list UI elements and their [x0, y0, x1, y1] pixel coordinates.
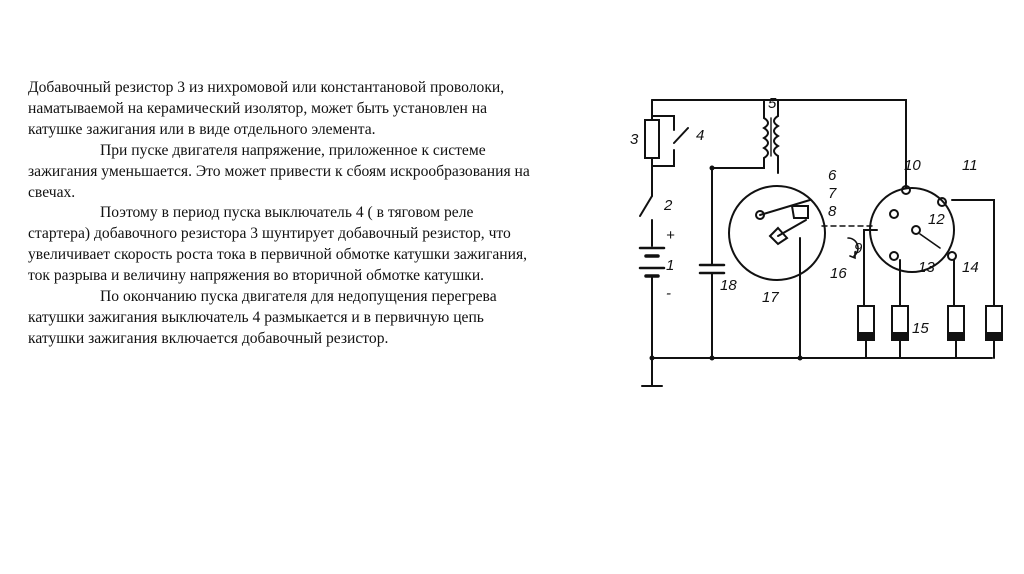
wire-coil-to-breaker: [712, 158, 764, 263]
junction-1: [710, 166, 715, 171]
plug-lead-4: [952, 200, 994, 306]
label-5: 5: [768, 95, 777, 112]
junction-2: [710, 356, 715, 361]
plug-lead-1: [864, 230, 877, 306]
switch-4-blade: [674, 128, 688, 143]
distributor-terminal-a: [890, 210, 898, 218]
switch-2-blade: [640, 196, 652, 216]
breaker-contact-7: [792, 206, 808, 218]
coil-primary: [764, 118, 768, 158]
label-1: 1: [666, 257, 675, 274]
spark-plug-3-base: [948, 332, 964, 340]
label-6: 6: [828, 167, 837, 184]
label-15: 15: [912, 320, 929, 337]
spark-plug-1-base: [858, 332, 874, 340]
label-14: 14: [962, 259, 979, 276]
junction-4: [650, 356, 655, 361]
text-block: [28, 78, 533, 350]
label-8: 8: [828, 203, 837, 220]
wire-coil-to-distributor: [778, 100, 906, 188]
ignition-schematic-svg: [622, 88, 1012, 398]
distributor-terminal-14: [948, 252, 956, 260]
label-11: 11: [962, 157, 978, 174]
label-2: 2: [664, 197, 673, 214]
label-7: 7: [828, 185, 837, 202]
spark-plug-4-base: [986, 332, 1002, 340]
label-minus: -: [666, 285, 671, 302]
distributor-terminal-b: [890, 252, 898, 260]
label-4: 4: [696, 127, 705, 144]
label-17: 17: [762, 289, 779, 306]
breaker-arm-6: [760, 200, 810, 215]
breaker-cam-link: [778, 220, 806, 236]
distributor-rotor-12: [912, 226, 920, 234]
spark-plug-2-base: [892, 332, 908, 340]
junction-3: [798, 356, 803, 361]
coil-secondary: [774, 116, 778, 156]
plug-ground-leads: [866, 340, 994, 358]
label-13: 13: [918, 259, 935, 276]
rotor-arm-13: [920, 234, 940, 248]
paragraph-2: При пуске двигателя напряжение, приложенное к системе зажигания уменьшается. Это может привести к сбоям искрообразования на свечах.: [28, 141, 530, 201]
label-12: 12: [928, 211, 945, 228]
label-18: 18: [720, 277, 737, 294]
label-16: 16: [830, 265, 847, 282]
label-plus: +: [666, 227, 675, 244]
paragraph-4: По окончанию пуска двигателя для недопущения перегрева катушки зажигания выключатель 4 размыкается и в первичную цепь катушки зажигания включается добавочный резистор.: [28, 288, 497, 347]
label-9: 9: [854, 240, 863, 257]
resistor-3: [645, 120, 659, 158]
paragraph-3: Поэтому в период пуска выключатель 4 ( в тяговом реле стартера) добавочного резистора 3 шунтирует добавочный резистор, что увеличивает скорость роста тока в первичной обмотке катушки зажигания, ток разрыва и величину напряжения во вторичной обмотке катушки.: [28, 204, 528, 285]
label-10: 10: [904, 157, 921, 174]
diagram-labels: [630, 95, 979, 337]
ignition-circuit-diagram: [622, 88, 1012, 398]
paragraph-1: Добавочный резистор 3 из нихромовой или константановой проволоки, наматываемой на керамический изолятор, может быть установлен на катушке зажигания или в виде отдельного элемента.: [28, 79, 505, 138]
label-3: 3: [630, 131, 639, 148]
